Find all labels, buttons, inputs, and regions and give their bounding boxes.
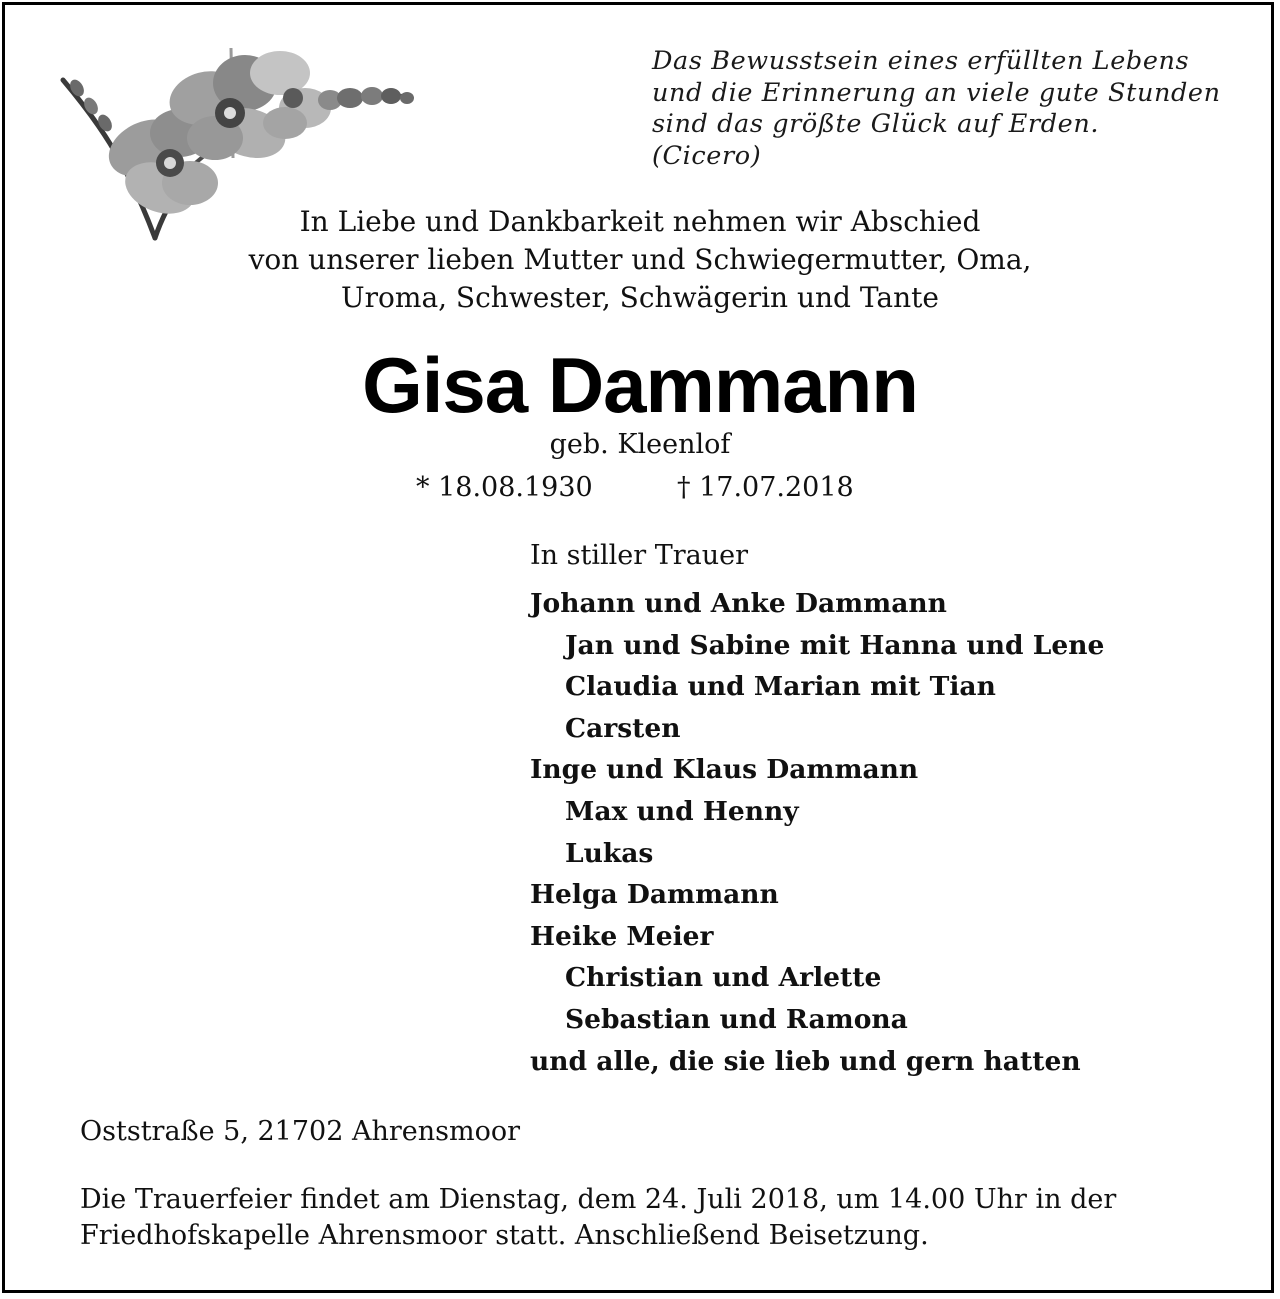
- mourner-entry: Heike Meier: [530, 920, 714, 952]
- mourning-heading: In stiller Trauer: [530, 540, 749, 571]
- mourner-entry: Jan und Sabine mit Hanna und Lene: [565, 629, 1105, 661]
- service-line: Friedhofskapelle Ahrensmoor statt. Anschließend Beisetzung.: [80, 1220, 929, 1251]
- quote-line: und die Erinnerung an viele gute Stunden: [652, 77, 1221, 108]
- mourner-entry: Christian und Arlette: [565, 962, 882, 994]
- quote-author: (Cicero): [652, 140, 762, 171]
- mourner-entry: und alle, die sie lieb und gern hatten: [530, 1045, 1081, 1077]
- intro-line: In Liebe und Dankbarkeit nehmen wir Abschied: [299, 205, 981, 238]
- intro-line: von unserer lieben Mutter und Schwiegermutter, Oma,: [248, 243, 1032, 276]
- deceased-name: Gisa Dammann: [362, 341, 918, 429]
- mourner-entry: Helga Dammann: [530, 879, 779, 911]
- mourner-entry: Inge und Klaus Dammann: [530, 754, 919, 786]
- maiden-name: geb. Kleenlof: [549, 429, 731, 460]
- quote-line: sind das größte Glück auf Erden.: [652, 109, 1100, 139]
- cicero-quote: [652, 46, 1252, 172]
- birth-date: * 18.08.1930: [416, 472, 593, 503]
- service-line: Die Trauerfeier findet am Dienstag, dem 24. Juli 2018, um 14.00 Uhr in der: [80, 1184, 1117, 1215]
- farewell-intro: [0, 203, 1280, 317]
- quote-line: Das Bewusstsein eines erfüllten Lebens: [652, 46, 1190, 76]
- mourner-entry: Lukas: [565, 837, 654, 869]
- mourner-entry: Sebastian und Ramona: [565, 1003, 908, 1035]
- mourner-entry: Claudia und Marian mit Tian: [565, 671, 996, 703]
- mourner-entry: Max und Henny: [565, 795, 799, 827]
- mourner-entry: Johann und Anke Dammann: [530, 588, 947, 619]
- mourner-entry: Carsten: [565, 712, 681, 744]
- family-address: Oststraße 5, 21702 Ahrensmoor: [80, 1116, 521, 1147]
- mourners-list: [530, 583, 1104, 1082]
- funeral-service-info: [80, 1182, 1230, 1254]
- intro-line: Uroma, Schwester, Schwägerin und Tante: [341, 281, 939, 314]
- death-date: † 17.07.2018: [677, 472, 854, 503]
